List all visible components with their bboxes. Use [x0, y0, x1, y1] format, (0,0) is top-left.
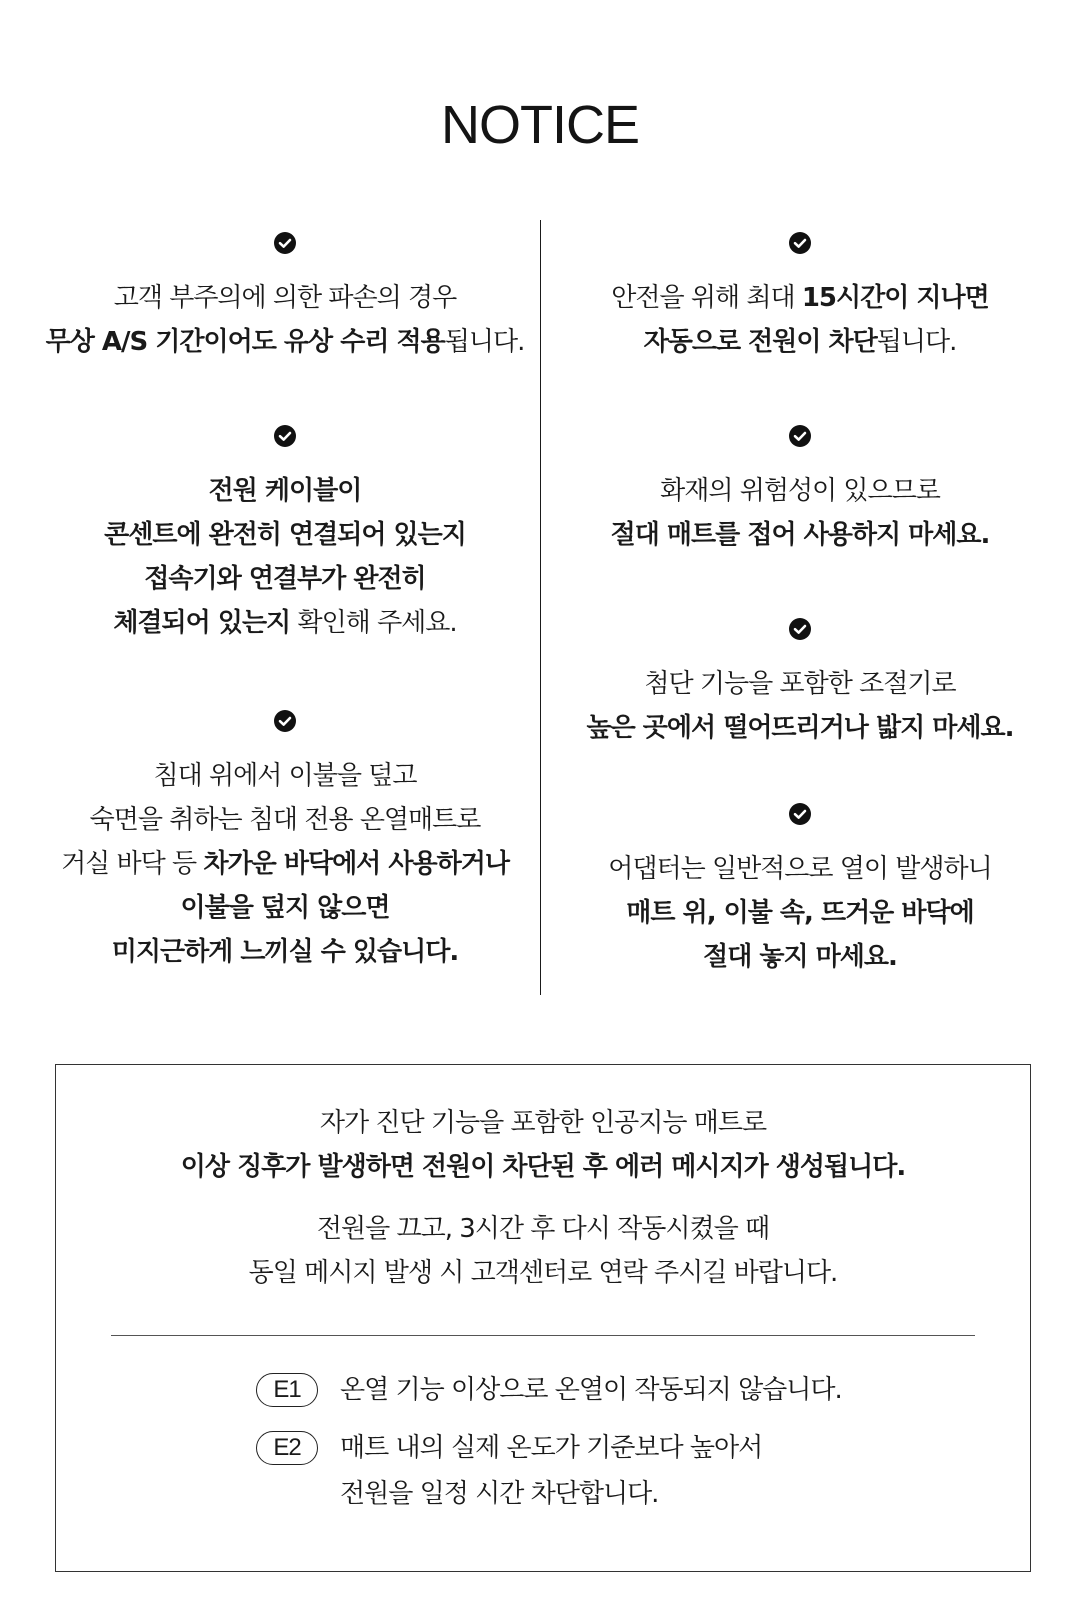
check-circle-icon — [789, 618, 811, 640]
error-info-box — [55, 1064, 1031, 1572]
emphasis-text: 자동으로 전원이 차단 — [643, 327, 877, 357]
body-text: 화재의 위험성이 있으므로 — [660, 476, 940, 506]
notice-line — [30, 601, 540, 645]
notice-line — [545, 276, 1055, 320]
box-para2-line1: 전원을 끄고, 3시간 후 다시 작동시켰을 때 — [316, 1214, 770, 1244]
notice-line — [30, 557, 540, 601]
error-description: 매트 내의 실제 온도가 기준보다 높아서 — [340, 1433, 763, 1463]
notice-line — [545, 513, 1055, 557]
body-text: 확인해 주세요. — [290, 608, 457, 638]
error-description: 전원을 일정 시간 차단합니다. — [340, 1479, 659, 1509]
notice-line — [545, 469, 1055, 513]
check-circle-icon — [274, 425, 296, 447]
box-para1-line2: 이상 징후가 발생하면 전원이 차단된 후 에러 메시지가 생성됩니다. — [180, 1152, 906, 1182]
body-text: 고객 부주의에 의한 파손의 경우 — [113, 283, 457, 313]
notice-line — [545, 935, 1055, 979]
notice-right-1 — [545, 232, 1055, 364]
notice-line — [545, 662, 1055, 706]
notice-line — [30, 469, 540, 513]
emphasis-text: 전원 케이블이 — [208, 476, 362, 506]
check-circle-icon — [274, 710, 296, 732]
body-text: 숙면을 취하는 침대 전용 온열매트로 — [89, 805, 481, 835]
notice-left-2 — [30, 425, 540, 645]
emphasis-text: 매트 위, 이불 속, 뜨거운 바닥에 — [626, 898, 974, 928]
emphasis-text: 절대 놓지 마세요. — [703, 942, 897, 972]
check-circle-icon — [789, 803, 811, 825]
emphasis-text: 15시간이 지나면 — [801, 283, 989, 313]
column-divider — [540, 220, 541, 995]
emphasis-text: 미지근하게 느끼실 수 있습니다. — [111, 937, 459, 967]
page-title: NOTICE — [440, 95, 639, 155]
body-text: 침대 위에서 이불을 덮고 — [153, 761, 417, 791]
notice-line — [545, 847, 1055, 891]
notice-line — [30, 886, 540, 930]
notice-line — [30, 513, 540, 557]
notice-left-3 — [30, 710, 540, 974]
check-circle-icon — [789, 232, 811, 254]
notice-line — [30, 930, 540, 974]
emphasis-text: 차가운 바닥에서 사용하거나 — [203, 849, 509, 879]
emphasis-text: 절대 매트를 접어 사용하지 마세요. — [610, 520, 990, 550]
notice-line — [545, 320, 1055, 364]
body-text: 어댑터는 일반적으로 열이 발생하니 — [608, 854, 992, 884]
emphasis-text: 체결되어 있는지 — [113, 608, 291, 638]
notice-line — [30, 798, 540, 842]
notice-line — [30, 276, 540, 320]
error-description: 온열 기능 이상으로 온열이 작동되지 않습니다. — [340, 1375, 842, 1405]
emphasis-text: 접속기와 연결부가 완전히 — [144, 564, 426, 594]
emphasis-text: 콘센트에 완전히 연결되어 있는지 — [104, 520, 466, 550]
notice-line — [30, 320, 540, 364]
error-code-badge: E2 — [256, 1431, 318, 1465]
notice-right-3 — [545, 618, 1055, 750]
notice-right-4 — [545, 803, 1055, 979]
error-code-badge: E1 — [256, 1373, 318, 1407]
box-para1-line1: 자가 진단 기능을 포함한 인공지능 매트로 — [319, 1108, 767, 1138]
check-circle-icon — [274, 232, 296, 254]
notice-right-2 — [545, 425, 1055, 557]
notice-line — [30, 842, 540, 886]
check-circle-icon — [789, 425, 811, 447]
notice-line — [545, 706, 1055, 750]
emphasis-text: 높은 곳에서 떨어뜨리거나 밟지 마세요. — [586, 713, 1014, 743]
notice-line — [30, 754, 540, 798]
body-text: 안전을 위해 최대 — [611, 283, 802, 313]
notice-left-1 — [30, 232, 540, 364]
body-text: 됩니다. — [444, 327, 525, 357]
notice-line — [545, 891, 1055, 935]
emphasis-text: 무상 A/S 기간이어도 유상 수리 적용 — [45, 327, 445, 357]
box-divider — [111, 1335, 975, 1336]
box-para2-line2: 동일 메시지 발생 시 고객센터로 연락 주시길 바랍니다. — [248, 1258, 838, 1288]
body-text: 첨단 기능을 포함한 조절기로 — [644, 669, 956, 699]
body-text: 됩니다. — [876, 327, 957, 357]
body-text: 거실 바닥 등 — [61, 849, 204, 879]
emphasis-text: 이불을 덮지 않으면 — [180, 893, 390, 923]
